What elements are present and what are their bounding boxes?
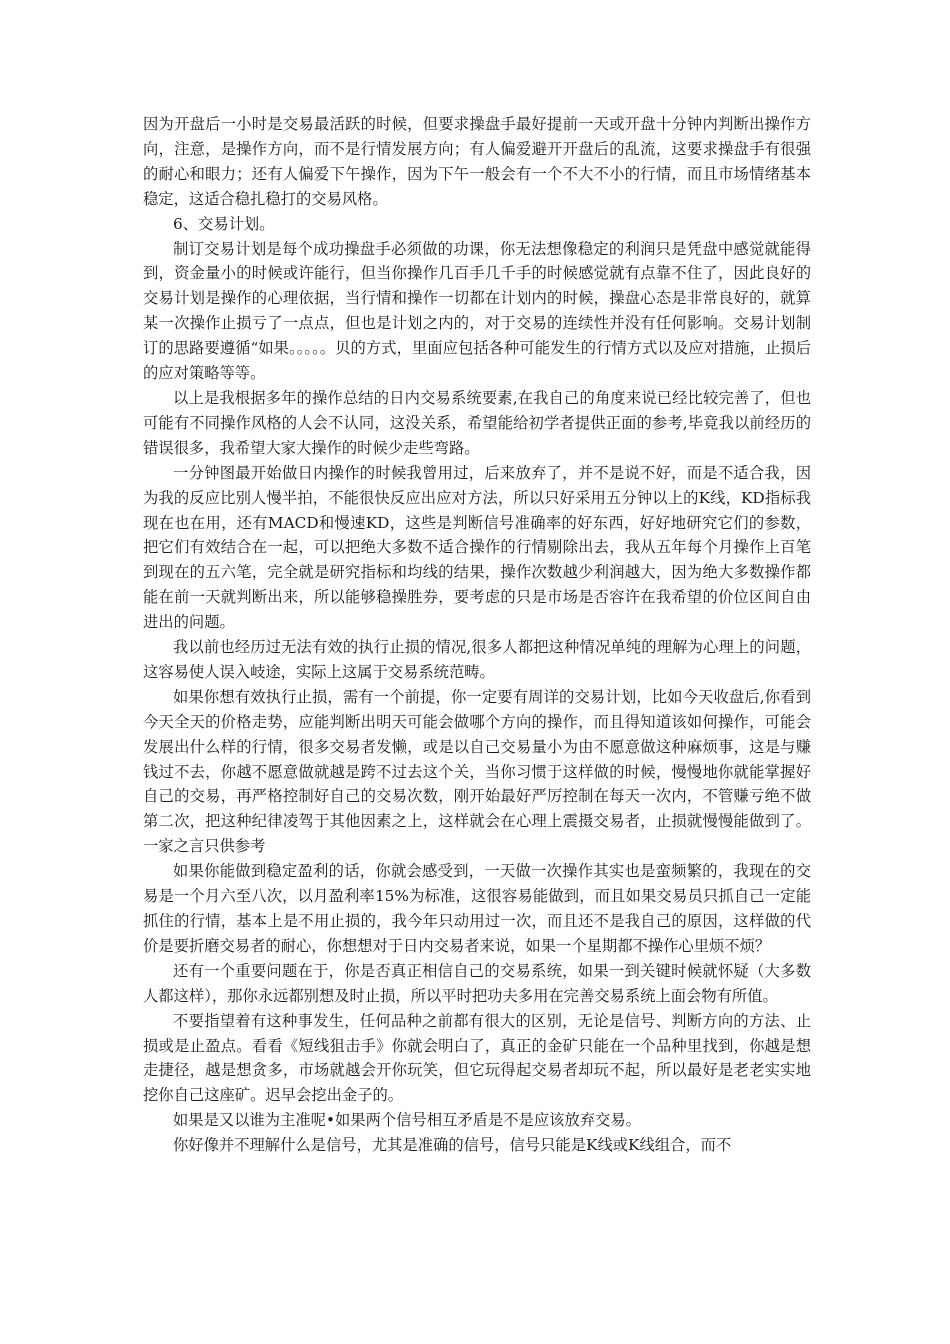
paragraph-summary: 以上是我根据多年的操作总结的日内交易系统要素,在我自己的角度来说已经比较完善了，但也可能有不同操作风格的人会不认同，这没关系，希望能给初学者提供正面的参考,毕竟我以前经历的错误很多，我希望大家大操作的时候少走些弯路。 — [143, 388, 811, 457]
document-page — [143, 112, 811, 1158]
paragraph-opening-trading-hours: 因为开盘后一小时是交易最活跃的时候，但要求操盘手最好提前一天或开盘十分钟内判断出操作方向，注意，是操作方向，而不是行情发展方向；有人偏爱避开开盘后的乱流，这要求操盘手有很强的耐心和眼力；还有人偏爱下午操作，因为下午一般会有一个不大不小的行情，而且市场情绪基本稳定，这适合稳扎稳打的交易风格。 — [143, 115, 811, 208]
paragraph-conflicting-signals: 如果是又以谁为主准呢•如果两个信号相互矛盾是不是应该放弃交易。 — [173, 1111, 641, 1130]
paragraph-effective-stop-loss: 如果你想有效执行止损，需有一个前提，你一定要有周详的交易计划，比如今天收盘后,你看到今天全天的价格走势，应能判断出明天可能会做哪个方向的操作，而且得知道该如何操作，可能会发展出什么样的行情，很多交易者发懒，或是以自己交易量小为由不愿意做这种麻烦事，这是与赚钱过不去，你越不愿意做就越是跨不过去这个关，当你习惯于这样做的时候，慢慢地你就能掌握好自己的交易，再严格控制好自己的交易次数，刚开始最好严厉控制在每天一次内，不管赚亏绝不做第二次，把这种纪律凌驾于其他因素之上，这样就会在心理上震摄交易者，止损就慢慢能做到了。一家之言只供参考 — [143, 687, 811, 856]
paragraph-what-is-signal: 你好像并不理解什么是信号，尤其是准确的信号，信号只能是K线或K线组合，而不 — [173, 1136, 732, 1155]
paragraph-trust-system: 还有一个重要问题在于，你是否真正相信自己的交易系统，如果一到关键时候就怀疑（大多数人都这样），那你永远都别想及时止损，所以平时把功夫多用在完善交易系统上面会物有所值。 — [143, 961, 811, 1005]
paragraph-one-minute-chart: 一分钟图最开始做日内操作的时候我曾用过，后来放弃了，并不是说不好，而是不适合我，因为我的反应比别人慢半拍，不能很快反应出应对方法，所以只好采用五分钟以上的K线，KD指标我现在也在用，还有MACD和慢速KD，这些是判断信号准确率的好东西，好好地研究它们的参数，把它们有效结合在一起，可以把绝大多数不适合操作的行情剔除出去，我从五年每个月操作上百笔到现在的五六笔，完全就是研究指标和均线的结果，操作次数越少利润越大，因为绝大多数操作都能在前一天就判断出来，所以能够稳操胜券，要考虑的只是市场是否容许在我希望的价位区间自由进出的问题。 — [143, 463, 811, 632]
paragraph-stop-loss-psychology: 我以前也经历过无法有效的执行止损的情况,很多人都把这种情况单纯的理解为心理上的问题，这容易使人误入岐途，实际上这属于交易系统范畴。 — [143, 638, 811, 681]
section-heading-trading-plan: 6、交易计划。 — [173, 214, 275, 233]
paragraph-stable-profit: 如果你能做到稳定盈利的话，你就会感受到，一天做一次操作其实也是蛮频繁的，我现在的交易是一个月六至八次，以月盈利率15%为标准，这很容易能做到，而且如果交易员只抓自己一定能抓住的行情，基本上是不用止损的，我今年只动用过一次，而且还不是我自己的原因，这样做的代价是要折磨交易者的耐心，你想想对于日内交易者来说，如果一个星期都不操作心里烦不烦？ — [143, 862, 811, 955]
paragraph-trading-plan: 制订交易计划是每个成功操盘手必须做的功课，你无法想像稳定的利润只是凭盘中感觉就能得到，资金量小的时候或许能行，但当你操作几百手几千手的时候感觉就有点靠不住了，因此良好的交易计划是操作的心理依据，当行情和操作一切都在计划内的时候，操盘心态是非常良好的，就算某一次操作止损亏了一点点，但也是计划之内的，对于交易的连续性并没有任何影响。交易计划制订的思路要遵循“如果。。。。。贝的方式，里面应包括各种可能发生的行情方式以及应对措施，止损后的应对策略等等。 — [143, 239, 811, 383]
paragraph-single-product: 不要指望着有这种事发生，任何品种之前都有很大的区别，无论是信号、判断方向的方法、止损或是止盈点。看看《短线狙击手》你就会明白了，真正的金矿只能在一个品种里找到，你越是想走捷径，越是想贪多，市场就越会开你玩笑，但它玩得起交易者却玩不起，所以最好是老老实实地挖你自己这座矿。迟早会挖出金子的。 — [143, 1011, 811, 1105]
